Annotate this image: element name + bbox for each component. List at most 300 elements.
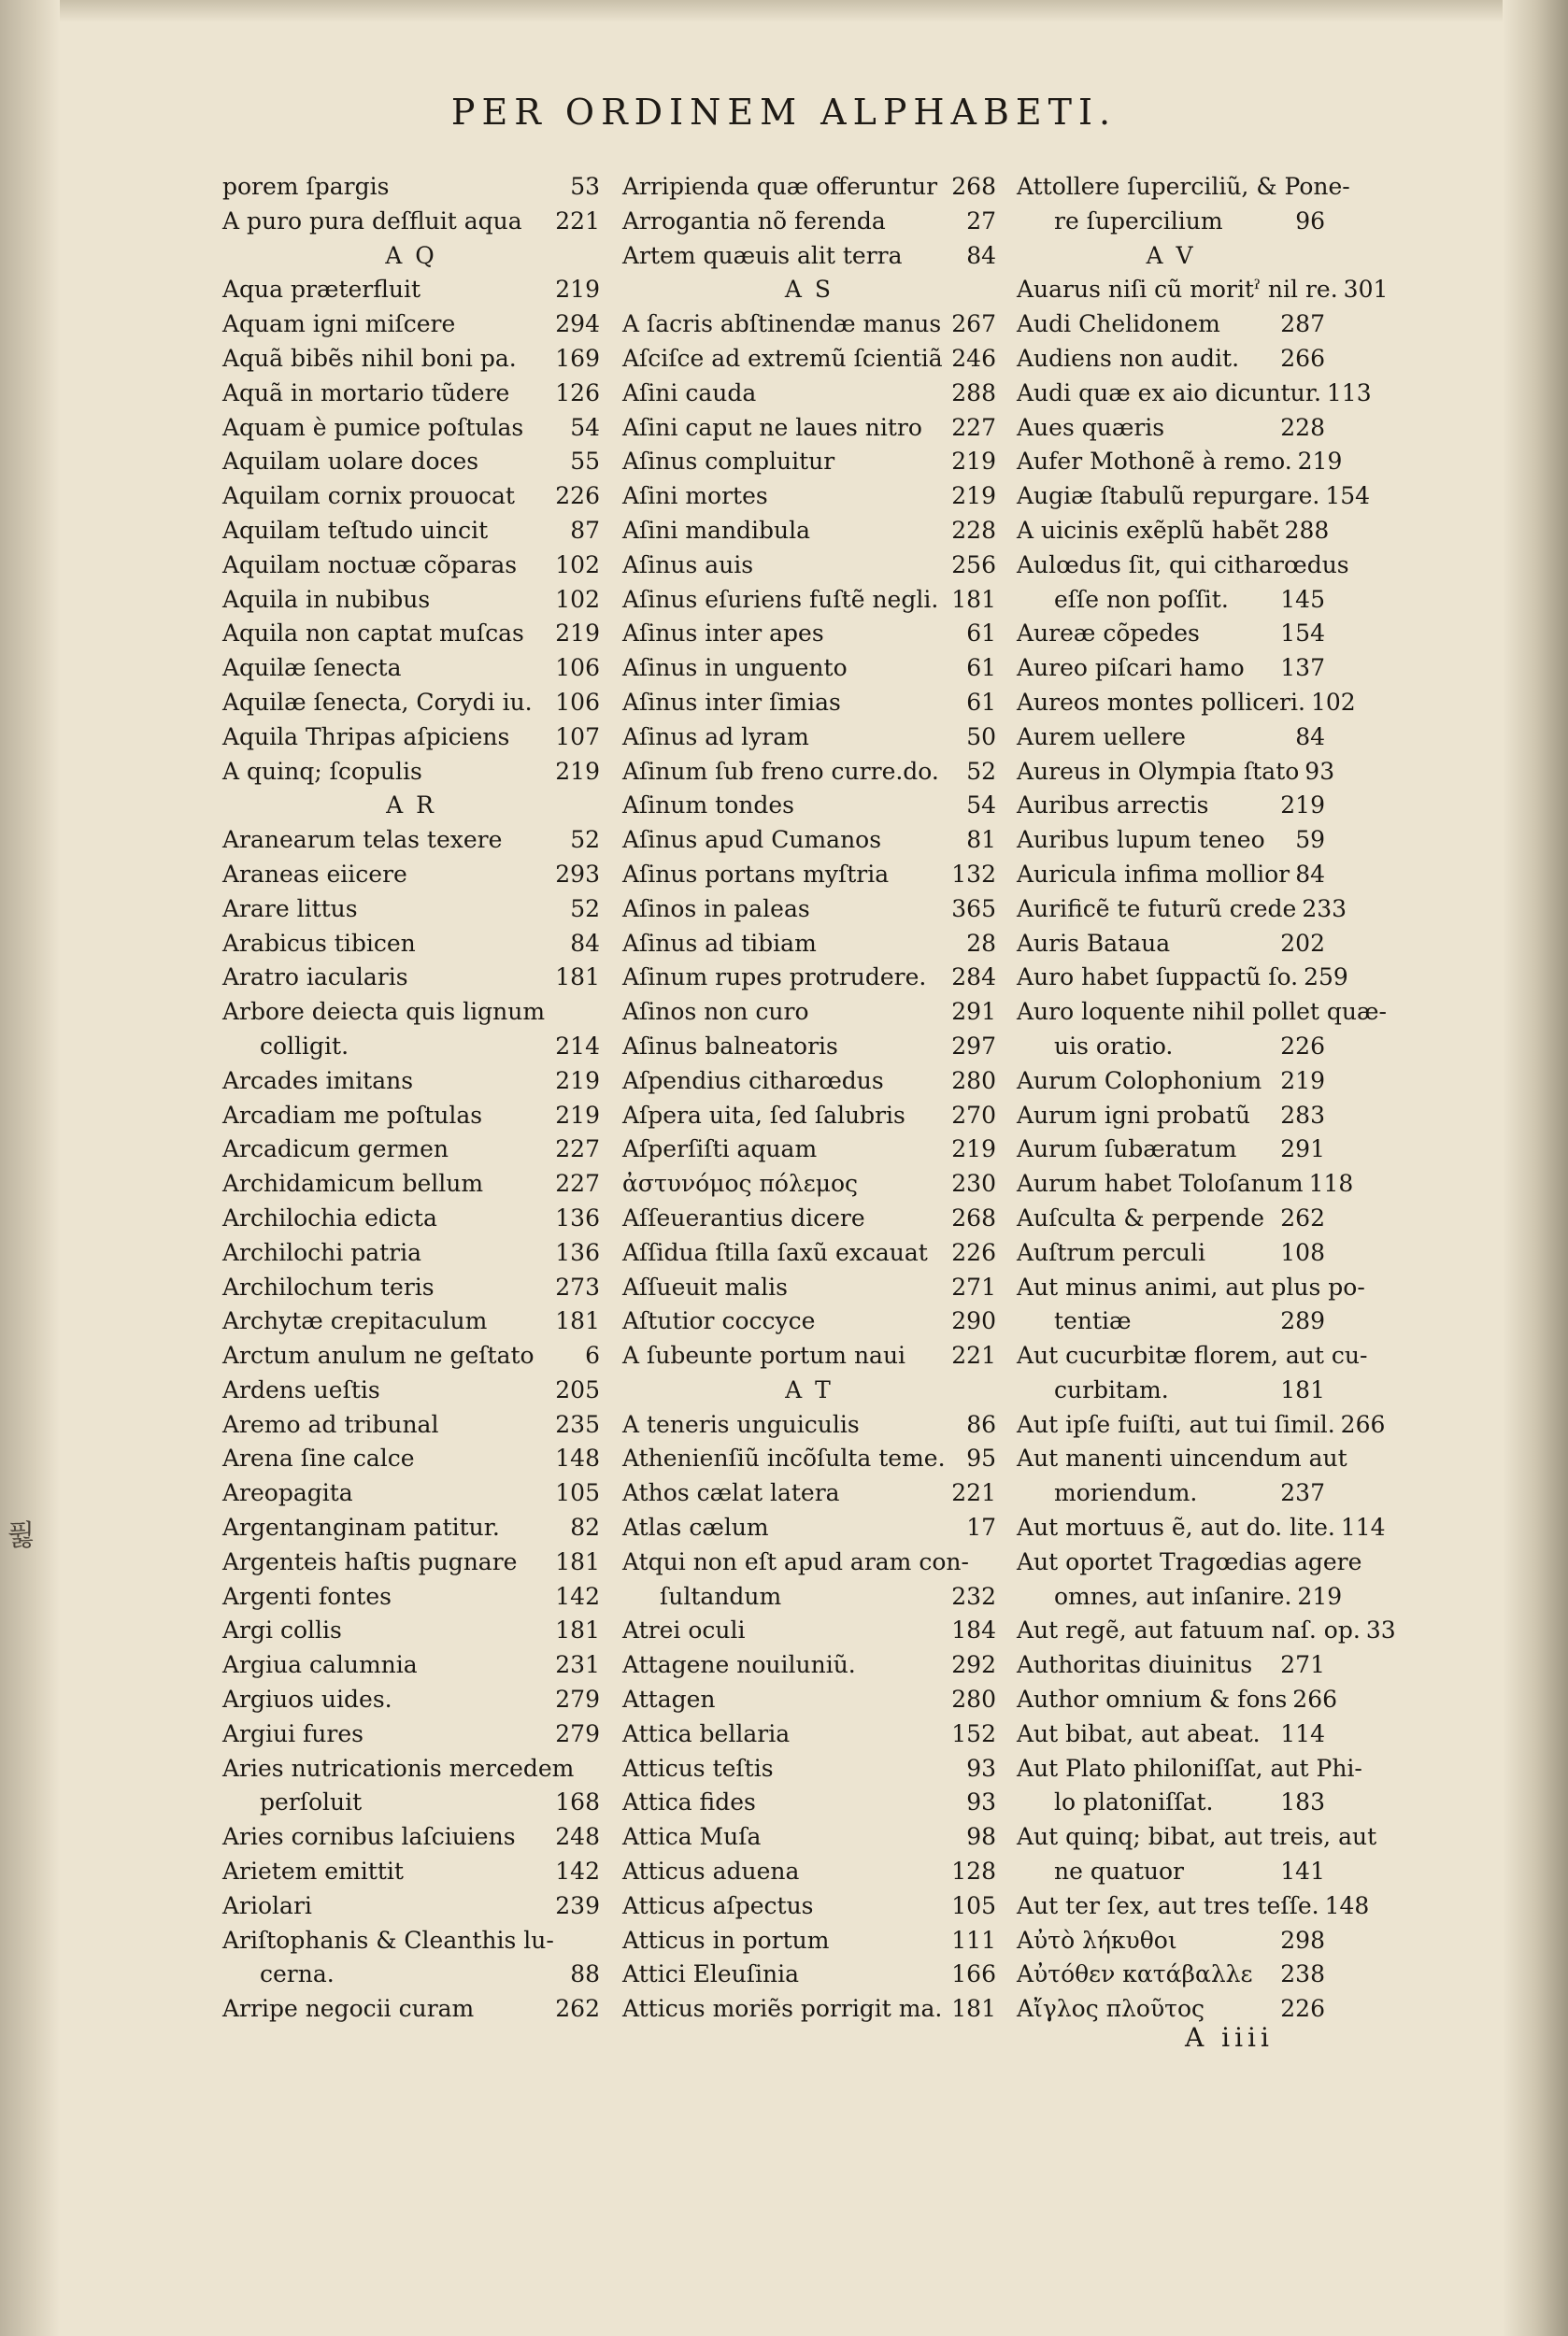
entry-text: Aſini caput ne laues nitro bbox=[622, 413, 922, 441]
index-entry bbox=[622, 1304, 996, 1339]
index-entry bbox=[622, 1924, 996, 1959]
entry-text: Aquam è pumice poſtulas bbox=[222, 413, 524, 441]
entry-text: Auribus arrectis bbox=[1017, 791, 1209, 819]
entry-text: Aratro iacularis bbox=[222, 963, 408, 991]
entry-text: Aut cucurbitæ florem, aut cu- bbox=[1017, 1342, 1368, 1370]
page-number: 279 bbox=[555, 1719, 600, 1747]
index-entry bbox=[1017, 377, 1372, 411]
index-entry bbox=[622, 583, 996, 618]
page-number: 228 bbox=[1280, 413, 1325, 441]
index-entry bbox=[222, 1992, 600, 2027]
entry-text: Aut mortuus ẽ, aut do. lite. bbox=[1017, 1514, 1335, 1542]
page-number: 181 bbox=[1280, 1375, 1325, 1403]
index-entry bbox=[622, 1545, 996, 1580]
entry-text: Arripe negocii curam bbox=[222, 1995, 475, 2023]
page-number: 137 bbox=[1280, 654, 1325, 682]
page-number: 27 bbox=[966, 207, 996, 235]
page-number: 53 bbox=[570, 173, 600, 200]
entry-text: Argi collis bbox=[222, 1617, 342, 1645]
entry-text: Aquam igni miſcere bbox=[222, 310, 456, 338]
index-entry bbox=[1017, 1545, 1362, 1580]
entry-text: Atticus moriẽs porrigit ma. bbox=[622, 1995, 943, 2023]
entry-text: eſſe non poſſit. bbox=[1054, 585, 1229, 613]
margin-mark: 퓛 bbox=[7, 1519, 35, 1552]
index-entry bbox=[622, 411, 996, 446]
page-number: 52 bbox=[570, 894, 600, 922]
page-number: 268 bbox=[951, 1204, 996, 1232]
entry-text: Archilochia edicta bbox=[222, 1204, 437, 1232]
page-number: 105 bbox=[555, 1479, 600, 1507]
entry-text: Aſinos non curo bbox=[622, 998, 809, 1026]
page-number: 6 bbox=[585, 1342, 600, 1370]
page-number: 256 bbox=[951, 550, 996, 578]
entry-text: Aut minus animi, aut plus po- bbox=[1017, 1273, 1365, 1301]
page-number: 289 bbox=[1280, 1307, 1325, 1335]
page-number: 114 bbox=[1340, 1514, 1386, 1542]
index-entry bbox=[222, 1855, 600, 1889]
page-number: 114 bbox=[1280, 1719, 1325, 1747]
entry-text: Aſciſce ad extremũ ſcientiã bbox=[622, 344, 943, 372]
entry-text: Aſpera uita, ſed ſalubris bbox=[622, 1101, 905, 1129]
entry-text: Aquã in mortario tũdere bbox=[222, 378, 510, 406]
entry-text: Attici Eleuſinia bbox=[622, 1960, 800, 1988]
entry-text: Auro loquente nihil pollet quæ- bbox=[1017, 998, 1387, 1026]
page-number: 294 bbox=[555, 310, 600, 338]
page-number: 148 bbox=[555, 1445, 600, 1473]
page-number: 271 bbox=[951, 1273, 996, 1301]
index-entry bbox=[1017, 617, 1325, 651]
index-entry bbox=[1017, 1167, 1354, 1202]
page-number: 219 bbox=[555, 1066, 600, 1094]
index-entry bbox=[222, 1304, 600, 1339]
index-entry bbox=[222, 720, 600, 755]
entry-text: Aremo ad tribunal bbox=[222, 1410, 439, 1438]
page-number: 219 bbox=[1297, 448, 1343, 476]
entry-text: Aufer Mothonẽ à remo. bbox=[1017, 448, 1292, 476]
page-number: 169 bbox=[555, 344, 600, 372]
index-entry bbox=[222, 273, 600, 307]
entry-text: Athenienſiũ incõſulta teme. bbox=[622, 1445, 946, 1473]
page-number: 96 bbox=[1295, 207, 1325, 235]
page-number: 290 bbox=[951, 1307, 996, 1335]
entry-text: Aſtutior coccyce bbox=[622, 1307, 816, 1335]
page-number: 288 bbox=[1284, 516, 1330, 544]
page-number: 28 bbox=[966, 929, 996, 957]
entry-text: Aqua præterfluit bbox=[222, 276, 421, 304]
page-number: 219 bbox=[951, 448, 996, 476]
page-number: 291 bbox=[1280, 1135, 1325, 1163]
index-entry bbox=[222, 1683, 600, 1717]
entry-text: colligit. bbox=[260, 1032, 349, 1060]
page-number: 219 bbox=[1297, 1582, 1343, 1610]
page-number: 291 bbox=[951, 998, 996, 1026]
index-entry bbox=[222, 1167, 600, 1202]
index-entry bbox=[1017, 1786, 1325, 1820]
index-entry bbox=[222, 927, 600, 961]
index-entry bbox=[1017, 307, 1325, 342]
entry-text: Aſinus balneatoris bbox=[622, 1032, 838, 1060]
page-number: 54 bbox=[966, 791, 996, 819]
page-number: 102 bbox=[1310, 688, 1356, 716]
entry-text: Arripienda quæ offeruntur bbox=[622, 173, 938, 200]
page-number: 84 bbox=[1295, 860, 1325, 888]
page-number: 84 bbox=[966, 241, 996, 269]
entry-text: perſoluit bbox=[260, 1788, 363, 1816]
entry-text: Αὐτὸ λήκυθοι bbox=[1017, 1926, 1177, 1954]
index-entry bbox=[622, 755, 996, 790]
page-number: 61 bbox=[966, 654, 996, 682]
index-entry bbox=[622, 617, 996, 651]
page-number: 231 bbox=[555, 1651, 600, 1679]
entry-text: omnes, aut inſanire. bbox=[1054, 1582, 1292, 1610]
entry-text: Auricula infima mollior bbox=[1017, 860, 1290, 888]
index-entry bbox=[622, 927, 996, 961]
page-number: 267 bbox=[951, 310, 996, 338]
index-entry bbox=[622, 307, 996, 342]
page-number: 142 bbox=[555, 1858, 600, 1886]
page-number: 221 bbox=[951, 1479, 996, 1507]
page-number: 293 bbox=[555, 860, 600, 888]
index-entry bbox=[1017, 823, 1325, 858]
index-entry bbox=[1017, 995, 1387, 1030]
index-entry bbox=[622, 479, 996, 514]
entry-text: Aut manenti uincendum aut bbox=[1017, 1445, 1347, 1473]
page-number: 128 bbox=[951, 1858, 996, 1886]
index-entry bbox=[1017, 1476, 1325, 1511]
index-entry bbox=[622, 858, 996, 892]
entry-text: Arabicus tibicen bbox=[222, 929, 416, 957]
index-entry bbox=[1017, 1511, 1386, 1545]
page-number: 145 bbox=[1280, 585, 1325, 613]
section-heading: A V bbox=[1146, 241, 1196, 269]
entry-text: Aurificẽ te futurũ crede bbox=[1017, 894, 1297, 922]
entry-text: Author omnium & fons bbox=[1017, 1686, 1288, 1714]
entry-text: Attagene nouiluniũ. bbox=[622, 1651, 856, 1679]
index-entry bbox=[622, 1099, 996, 1133]
entry-text: Aues quæris bbox=[1017, 413, 1165, 441]
entry-text: Ariolari bbox=[222, 1891, 312, 1919]
page-number: 301 bbox=[1343, 276, 1389, 304]
index-entry bbox=[1017, 1717, 1325, 1752]
index-entry bbox=[1017, 1442, 1347, 1476]
index-entry bbox=[622, 1752, 996, 1787]
entry-text: Aries nutricationis mercedem bbox=[222, 1754, 575, 1782]
entry-text: Aurem uellere bbox=[1017, 722, 1186, 750]
index-entry bbox=[622, 1511, 996, 1545]
index-entry bbox=[1017, 755, 1335, 790]
index-entry bbox=[622, 548, 996, 583]
page-number: 59 bbox=[1295, 826, 1325, 854]
index-entry bbox=[1017, 1271, 1365, 1305]
entry-text: Arcadicum germen bbox=[222, 1135, 449, 1163]
page-number: 93 bbox=[1304, 757, 1335, 785]
page-number: 136 bbox=[555, 1238, 600, 1266]
page-number: 55 bbox=[570, 448, 600, 476]
index-entry bbox=[622, 1167, 996, 1202]
page-number: 262 bbox=[555, 1995, 600, 2023]
index-entry bbox=[622, 651, 996, 686]
page-number: 292 bbox=[951, 1651, 996, 1679]
page-number: 50 bbox=[966, 722, 996, 750]
page-number: 287 bbox=[1280, 310, 1325, 338]
page-number: 166 bbox=[951, 1960, 996, 1988]
entry-text: Attagen bbox=[622, 1686, 716, 1714]
index-entry bbox=[622, 170, 996, 205]
page-number: 205 bbox=[555, 1375, 600, 1403]
index-entry bbox=[1017, 514, 1330, 548]
index-entry bbox=[1017, 1099, 1325, 1133]
page-gutter-shadow bbox=[0, 0, 60, 2336]
entry-text: Aquilam noctuæ cõparas bbox=[222, 550, 518, 578]
page-number: 136 bbox=[555, 1204, 600, 1232]
index-entry bbox=[622, 1648, 996, 1683]
entry-text: Aut oportet Tragœdias agere bbox=[1017, 1547, 1362, 1575]
index-entry bbox=[222, 1408, 600, 1443]
index-entry bbox=[1017, 1374, 1325, 1408]
index-entry bbox=[222, 342, 600, 377]
page-number: 106 bbox=[555, 688, 600, 716]
entry-text: tentiæ bbox=[1054, 1307, 1132, 1335]
index-entry bbox=[1017, 1992, 1325, 2027]
entry-text: re ſupercilium bbox=[1054, 207, 1223, 235]
entry-text: curbitam. bbox=[1054, 1375, 1169, 1403]
page-number: 266 bbox=[1280, 344, 1325, 372]
page-number: 219 bbox=[555, 620, 600, 648]
index-entry bbox=[622, 205, 996, 239]
entry-text: Aſinus ad tibiam bbox=[622, 929, 817, 957]
page-number: 232 bbox=[951, 1582, 996, 1610]
index-entry bbox=[222, 583, 600, 618]
entry-text: uis oratio. bbox=[1054, 1032, 1174, 1060]
page-number: 227 bbox=[555, 1135, 600, 1163]
entry-text: Areopagita bbox=[222, 1479, 353, 1507]
page-number: 266 bbox=[1292, 1686, 1338, 1714]
index-entry bbox=[222, 1442, 600, 1476]
index-entry bbox=[1017, 1855, 1325, 1889]
entry-text: Aſinus compluitur bbox=[622, 448, 835, 476]
entry-text: Atticus teſtis bbox=[622, 1754, 774, 1782]
entry-text: Aureus in Olympia ſtato bbox=[1017, 757, 1300, 785]
entry-text: Aurum ſubæratum bbox=[1017, 1135, 1237, 1163]
entry-text: Aquila in nubibus bbox=[222, 585, 431, 613]
index-entry bbox=[222, 377, 600, 411]
index-entry bbox=[1017, 686, 1356, 720]
page-number: 262 bbox=[1280, 1204, 1325, 1232]
entry-text: Aut regẽ, aut fatuum naſ. op. bbox=[1017, 1617, 1361, 1645]
page-number: 126 bbox=[555, 378, 600, 406]
entry-text: Aſinus portans myſtria bbox=[622, 860, 890, 888]
index-entry bbox=[622, 892, 996, 927]
page-number: 93 bbox=[966, 1754, 996, 1782]
entry-text: Auris Bataua bbox=[1017, 929, 1171, 957]
entry-text: Aquilæ ſenecta, Corydi iu. bbox=[222, 688, 533, 716]
entry-text: A puro pura deſfluit aqua bbox=[222, 207, 522, 235]
index-entry bbox=[622, 1202, 996, 1236]
page-number: 202 bbox=[1280, 929, 1325, 957]
page-number: 227 bbox=[951, 413, 996, 441]
index-entry bbox=[1017, 858, 1325, 892]
index-entry bbox=[1017, 1202, 1325, 1236]
page-number: 168 bbox=[555, 1788, 600, 1816]
page-number: 226 bbox=[1280, 1032, 1325, 1060]
entry-text: Atlas cælum bbox=[622, 1514, 769, 1542]
entry-text: Auro habet ſuppactũ ſo. bbox=[1017, 963, 1299, 991]
page-number: 221 bbox=[951, 1342, 996, 1370]
entry-text: Athos cælat latera bbox=[622, 1479, 840, 1507]
index-entry bbox=[1017, 411, 1325, 446]
page-number: 102 bbox=[555, 550, 600, 578]
index-entry bbox=[1017, 651, 1325, 686]
entry-text: Atticus in portum bbox=[622, 1926, 830, 1954]
index-entry bbox=[1017, 1614, 1396, 1648]
page-number: 298 bbox=[1280, 1926, 1325, 1954]
index-entry bbox=[222, 961, 600, 995]
index-entry bbox=[222, 651, 600, 686]
entry-text: Ardens ueſtis bbox=[222, 1375, 380, 1403]
entry-text: Argenti fontes bbox=[222, 1582, 392, 1610]
entry-text: Aſinum rupes protrudere. bbox=[622, 963, 927, 991]
page-number: 132 bbox=[951, 860, 996, 888]
page-number: 108 bbox=[1280, 1238, 1325, 1266]
index-entry bbox=[1017, 1683, 1338, 1717]
index-entry bbox=[1017, 892, 1347, 927]
index-entry bbox=[1017, 961, 1348, 995]
entry-text: Αὐτόθεν κατάβαλλε bbox=[1017, 1960, 1253, 1988]
page-number: 93 bbox=[966, 1788, 996, 1816]
entry-text: A ſubeunte portum naui bbox=[622, 1342, 906, 1370]
index-entry bbox=[222, 1580, 600, 1615]
entry-text: Aurum habet Toloſanum bbox=[1017, 1170, 1304, 1198]
entry-text: Archytæ crepitaculum bbox=[222, 1307, 488, 1335]
entry-text: Audiens non audit. bbox=[1017, 344, 1240, 372]
index-entry bbox=[622, 342, 996, 377]
page-number: 280 bbox=[951, 1686, 996, 1714]
entry-text: Aut ter ſex, aut tres teſſe. bbox=[1017, 1891, 1319, 1919]
section-heading: A R bbox=[386, 791, 436, 819]
page-number: 181 bbox=[951, 585, 996, 613]
index-entry bbox=[1017, 720, 1325, 755]
entry-text: Aſinus eſuriens fuſtẽ negli. bbox=[622, 585, 939, 613]
entry-text: ſultandum bbox=[660, 1582, 782, 1610]
index-entry bbox=[222, 1958, 600, 1992]
entry-text: lo platoniſſat. bbox=[1054, 1788, 1214, 1816]
page-top-shadow bbox=[0, 0, 1568, 22]
page-number: 98 bbox=[966, 1823, 996, 1851]
page-number: 87 bbox=[570, 516, 600, 544]
index-entry bbox=[222, 548, 600, 583]
index-entry bbox=[222, 1511, 600, 1545]
page-number: 219 bbox=[1280, 1066, 1325, 1094]
index-entry bbox=[222, 892, 600, 927]
entry-text: Attollere ſuperciliũ, & Pone- bbox=[1017, 173, 1350, 200]
entry-text: Aut Plato philoniſſat, aut Phi- bbox=[1017, 1754, 1362, 1782]
index-entry bbox=[222, 1132, 600, 1167]
index-entry bbox=[222, 686, 600, 720]
page-number: 235 bbox=[555, 1410, 600, 1438]
entry-text: Aſſueuit malis bbox=[622, 1273, 788, 1301]
entry-text: Aureæ cõpedes bbox=[1017, 620, 1200, 648]
entry-text: Attica bellaria bbox=[622, 1719, 791, 1747]
entry-text: Aſpendius citharœdus bbox=[622, 1066, 884, 1094]
page-number: 283 bbox=[1280, 1101, 1325, 1129]
entry-text: Audi Chelidonem bbox=[1017, 310, 1220, 338]
index-entry bbox=[622, 1339, 996, 1374]
entry-text: Aurum Colophonium bbox=[1017, 1066, 1262, 1094]
index-entry bbox=[622, 239, 996, 274]
index-entry bbox=[222, 617, 600, 651]
entry-text: Arietem emittit bbox=[222, 1858, 404, 1886]
entry-text: A ſacris abſtinendæ manus bbox=[622, 310, 942, 338]
entry-text: Aquã bibẽs nihil boni pa. bbox=[222, 344, 517, 372]
entry-text: Aquilam uolare doces bbox=[222, 448, 479, 476]
entry-text: Araneas eiicere bbox=[222, 860, 407, 888]
index-entry bbox=[222, 205, 600, 239]
entry-text: Aquilam cornix prouocat bbox=[222, 482, 515, 510]
index-entry bbox=[622, 1889, 996, 1924]
entry-text: Augiæ ſtabulũ repurgare. bbox=[1017, 482, 1320, 510]
entry-text: Aſinus apud Cumanos bbox=[622, 826, 882, 854]
index-entry bbox=[1017, 1958, 1325, 1992]
entry-text: Audi quæ ex aio dicuntur. bbox=[1017, 378, 1321, 406]
entry-text: Aulœdus ſit, qui citharœdus bbox=[1017, 550, 1349, 578]
page-number: 226 bbox=[1280, 1995, 1325, 2023]
index-entry bbox=[622, 1958, 996, 1992]
entry-text: Arctum anulum ne geſtato bbox=[222, 1342, 535, 1370]
entry-text: Argiua calumnia bbox=[222, 1651, 418, 1679]
entry-text: Aſſidua ſtilla ſaxũ excauat bbox=[622, 1238, 928, 1266]
section-heading: A T bbox=[785, 1375, 834, 1403]
entry-text: Ariſtophanis & Cleanthis lu- bbox=[222, 1926, 554, 1954]
page-number: 152 bbox=[951, 1719, 996, 1747]
index-entry bbox=[222, 755, 600, 790]
page-number: 268 bbox=[951, 173, 996, 200]
page-number: 118 bbox=[1308, 1170, 1354, 1198]
page-number: 280 bbox=[951, 1066, 996, 1094]
index-entry bbox=[222, 1924, 600, 1959]
index-entry bbox=[222, 1236, 600, 1271]
index-entry bbox=[222, 479, 600, 514]
index-entry bbox=[222, 1786, 600, 1820]
index-entry bbox=[622, 789, 996, 823]
entry-text: Atticus aduena bbox=[622, 1858, 800, 1886]
entry-text: Atqui non eſt apud aram con- bbox=[622, 1547, 969, 1575]
entry-text: Archidamicum bellum bbox=[222, 1170, 484, 1198]
entry-text: Attica Muſa bbox=[622, 1823, 762, 1851]
entry-text: Aſini mandibula bbox=[622, 516, 811, 544]
entry-text: Aurum igni probatũ bbox=[1017, 1101, 1250, 1129]
entry-text: Arare littus bbox=[222, 894, 358, 922]
index-entry bbox=[222, 1717, 600, 1752]
page-number: 279 bbox=[555, 1686, 600, 1714]
page-number: 219 bbox=[555, 757, 600, 785]
index-entry bbox=[622, 1786, 996, 1820]
index-entry bbox=[622, 823, 996, 858]
index-entry bbox=[622, 1408, 996, 1443]
page-number: 17 bbox=[966, 1514, 996, 1542]
page-number: 61 bbox=[966, 688, 996, 716]
page-number: 219 bbox=[951, 482, 996, 510]
page-number: 288 bbox=[951, 378, 996, 406]
page-number: 181 bbox=[555, 1307, 600, 1335]
entry-text: Arcadiam me poſtulas bbox=[222, 1101, 483, 1129]
index-entry bbox=[1017, 205, 1325, 239]
page-number: 219 bbox=[1280, 791, 1325, 819]
entry-text: Aſinos in paleas bbox=[622, 894, 810, 922]
index-entry bbox=[1017, 445, 1343, 479]
entry-text: Arena ſine calce bbox=[222, 1445, 415, 1473]
entry-text: Arcades imitans bbox=[222, 1066, 414, 1094]
index-entry bbox=[222, 1064, 600, 1099]
